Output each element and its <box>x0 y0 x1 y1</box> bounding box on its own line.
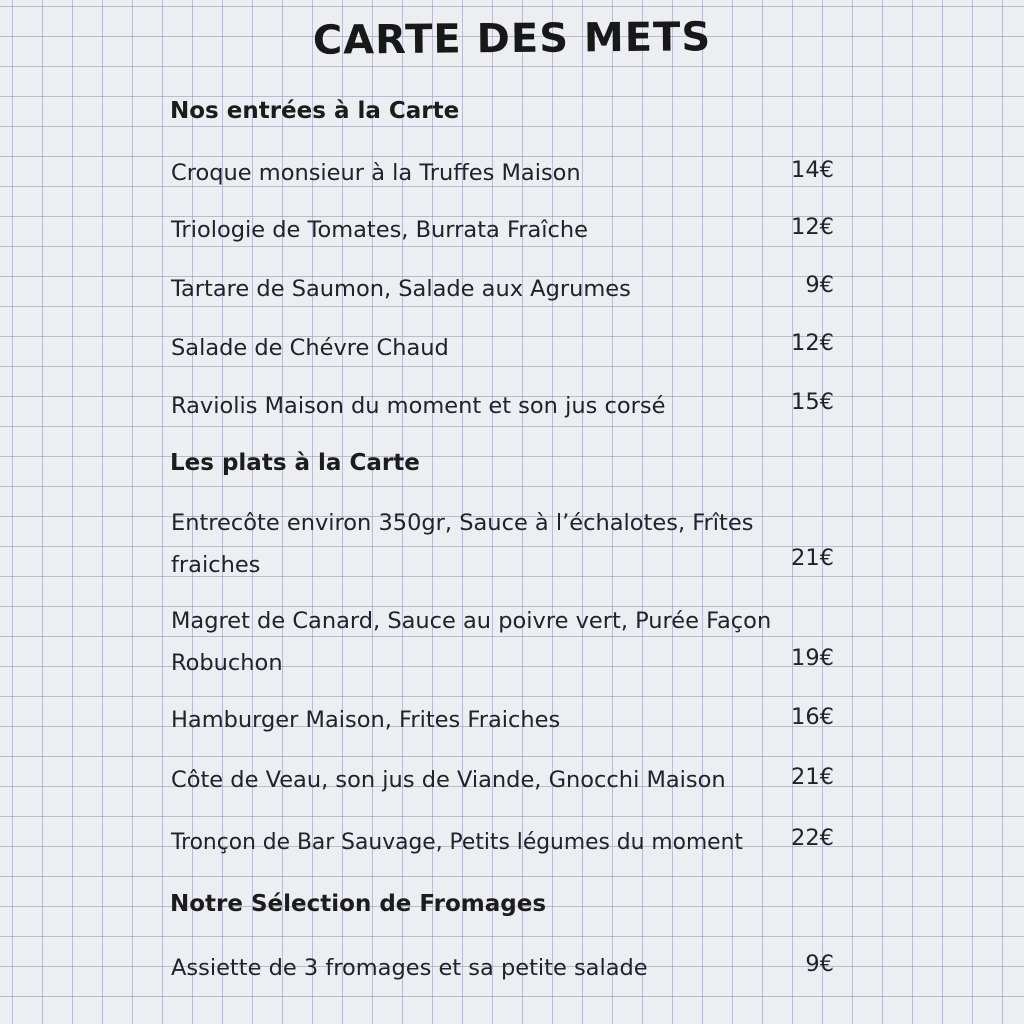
menu-item-name-line2: Robuchon <box>171 650 283 676</box>
menu-item-price: 9€ <box>805 951 834 977</box>
menu-item-name: Triologie de Tomates, Burrata Fraîche <box>171 217 589 243</box>
menu-item-price: 16€ <box>791 704 834 730</box>
menu-item-name: Raviolis Maison du moment et son jus corsé <box>171 393 666 419</box>
menu-item-name-line1: Entrecôte environ 350gr, Sauce à l’échalotes, Frîtes <box>171 510 754 536</box>
menu-item-name: Côte de Veau, son jus de Viande, Gnocchi Maison <box>171 767 726 793</box>
menu-item-name: Tronçon de Bar Sauvage, Petits légumes du moment <box>171 830 743 855</box>
menu-item-price: 15€ <box>791 389 834 415</box>
section-heading-fromages: Notre Sélection de Fromages <box>170 891 547 917</box>
menu-item-price: 21€ <box>791 545 834 571</box>
menu-item-name-line1: Magret de Canard, Sauce au poivre vert, Purée Façon <box>171 608 772 634</box>
menu-item-name: Hamburger Maison, Frites Fraiches <box>171 707 561 733</box>
menu-item-price: 19€ <box>791 645 834 671</box>
menu-item-price: 12€ <box>791 330 834 356</box>
menu-item-price: 14€ <box>791 157 834 183</box>
menu-item-price: 22€ <box>791 825 834 851</box>
menu-title: CARTE DES METS <box>312 14 712 64</box>
menu-item-name-line2: fraiches <box>171 552 261 578</box>
menu-item-name: Salade de Chévre Chaud <box>171 335 449 361</box>
menu-item-name: Croque monsieur à la Truffes Maison <box>171 160 581 186</box>
menu-item-name: Assiette de 3 fromages et sa petite salade <box>171 955 648 981</box>
menu-item-price: 9€ <box>805 272 834 298</box>
section-heading-plats: Les plats à la Carte <box>170 450 420 476</box>
menu-item-price: 12€ <box>791 214 834 240</box>
menu-item-price: 21€ <box>791 764 834 790</box>
section-heading-entrees: Nos entrées à la Carte <box>170 98 460 124</box>
menu-item-name: Tartare de Saumon, Salade aux Agrumes <box>171 276 631 302</box>
